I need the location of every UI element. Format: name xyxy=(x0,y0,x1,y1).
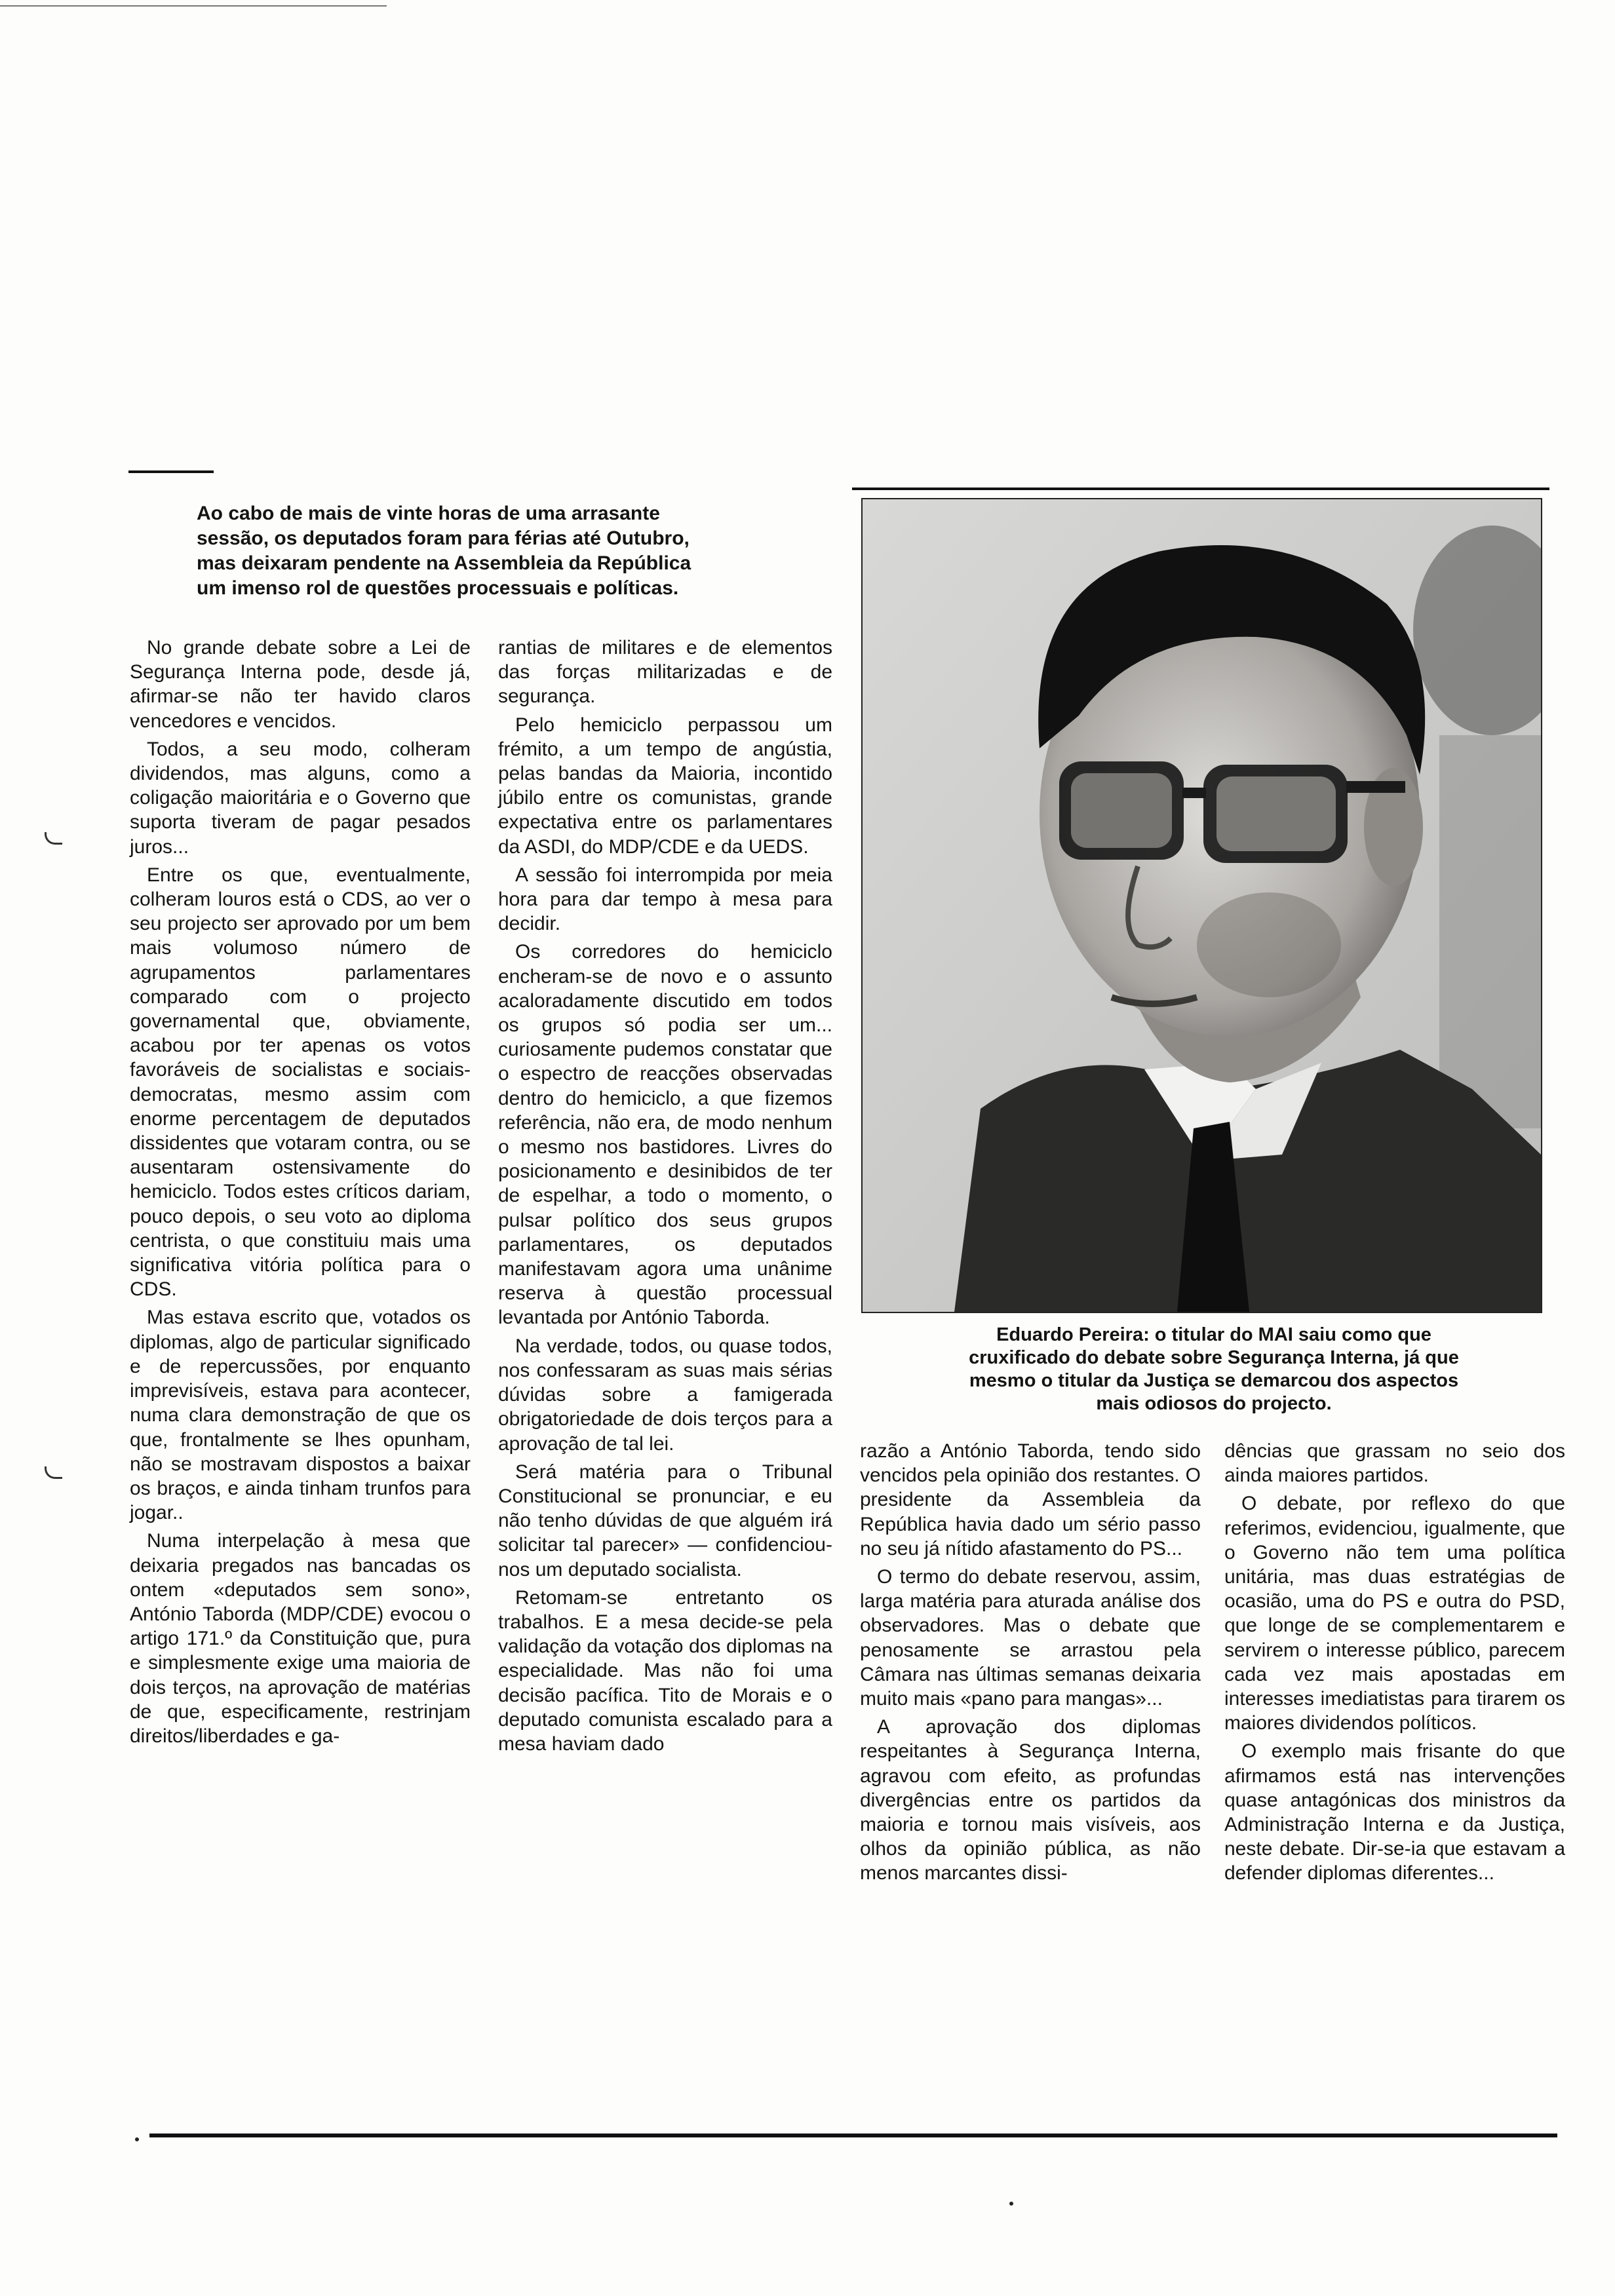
article-column-2 xyxy=(498,636,832,1760)
photo-top-rule xyxy=(852,488,1549,490)
paragraph: rantias de militares e de elementos das forças militarizadas e de segurança. xyxy=(498,637,832,708)
lead-line: um imenso rol de questões processuais e políticas. xyxy=(197,577,679,599)
paragraph: Os corredores do hemiciclo encheram-se de novo e o assunto acaloradamente discutido em todos os grupos só podia ser um... curiosamente pudemos constatar que o espectro de reacções observadas dentro do hemiciclo, a que fizemos referência, não era, de modo nenhum o mesmo nos bastidores. Livres do posicionamento e desinibidos de ter de espelhar, a todo o momento, o pulsar político dos seus grupos parlamentares, os deputados manifestavam agora uma unânime reserva à questão processual levantada por António Taborda. xyxy=(498,941,832,1329)
paragraph: O exemplo mais frisante do que afirmamos está nas intervenções quase antagónicas dos ministros da Administração Interna e da Justiça, neste debate. Dir-se-ia que estavam a defender diplomas diferentes... xyxy=(1224,1740,1565,1885)
lead-top-rule xyxy=(128,470,214,473)
portrait-photo xyxy=(861,498,1542,1313)
paragraph: Mas estava escrito que, votados os diplomas, algo de particular significado e de repercussões, por enquanto imprevisíveis, estava para acontecer, numa clara demonstração de que os que, frontalmente se lhes opunham, não se mostravam dispostos a baixar os braços, e ainda tinham trunfos para jogar.. xyxy=(130,1307,471,1524)
scan-speck xyxy=(135,2137,139,2141)
paragraph: dências que grassam no seio dos ainda maiores partidos. xyxy=(1224,1440,1565,1487)
paragraph: A aprovação dos diplomas respeitantes à Segurança Interna, agravou com efeito, as profundas divergências entre os partidos da maioria e tornou mais visíveis, aos olhos da opinião pública, as não menos marcantes dissi- xyxy=(860,1716,1201,1885)
paragraph: Numa interpelação à mesa que deixaria pregados nas bancadas os ontem «deputados sem sono», António Taborda (MDP/CDE) evocou o artigo 171.º da Constituição que, pura e simplesmente exige uma maioria de dois terços, na aprovação de matérias de que, especificamente, restrinjam direitos/liberdades e ga- xyxy=(130,1530,471,1747)
paragraph: A sessão foi interrompida por meia hora para dar tempo à mesa para decidir. xyxy=(498,864,832,935)
paragraph: Pelo hemiciclo perpassou um frémito, a um tempo de angústia, pelas bandas da Maioria, incontido júbilo entre os comunistas, grande expectativa entre os parlamentares da ASDI, do MDP/CDE e da UEDS. xyxy=(498,714,832,858)
paragraph: Entre os que, eventualmente, colheram louros está o CDS, ao ver o seu projecto ser aprovado por um bem mais volumoso número de agrupamentos parlamentares comparado com o projecto governamental que, obviamente, acabou por ter apenas os votos favoráveis de socialistas e sociais-democratas, mesmo assim com enorme percentagem de deputados dissidentes que votaram contra, ou se ausentaram ostensivamente do hemiciclo. Todos estes críticos dariam, pouco depois, o seu voto ao diploma centrista, o que constituiu mais uma significativa vitória política para o CDS. xyxy=(130,864,471,1301)
lead-line: mas deixaram pendente na Assembleia da República xyxy=(197,552,691,574)
paragraph: Todos, a seu modo, colheram dividendos, mas alguns, como a coligação maioritária e o Governo que suporta tiveram de pagar pesados juros... xyxy=(130,738,471,858)
caption-line: mesmo o titular da Justiça se demarcou dos aspectos xyxy=(969,1370,1459,1391)
lead-line: Ao cabo de mais de vinte horas de uma arrasante xyxy=(197,503,660,524)
caption-line: mais odiosos do projecto. xyxy=(1096,1393,1332,1414)
article-column-4 xyxy=(1224,1439,1565,1890)
lead-line: sessão, os deputados foram para férias até Outubro, xyxy=(197,527,690,549)
paragraph: O termo do debate reservou, assim, larga matéria para aturada análise dos observadores. Mas o debate que penosamente se arrastou pela Câmara nas últimas semanas deixaria muito mais «pano para mangas»... xyxy=(860,1566,1201,1710)
top-edge-rule xyxy=(0,5,387,7)
paragraph: Na verdade, todos, ou quase todos, nos confessaram as suas mais sérias dúvidas sobre a famigerada obrigatoriedade de dois terços para a aprovação de tal lei. xyxy=(498,1335,832,1455)
scan-speck xyxy=(1009,2202,1013,2206)
caption-line: Eduardo Pereira: o titular do MAI saiu como que xyxy=(996,1324,1431,1345)
portrait-illustration xyxy=(863,499,1541,1312)
bottom-rule xyxy=(149,2133,1557,2137)
paragraph: O debate, por reflexo do que referimos, evidenciou, igualmente, que o Governo não tem uma política unitária, mas duas estratégias de ocasião, uma do PS e outra do PSD, que longe de se complementarem e servirem o interesse público, parecem cada vez mais apostadas em interesses imediatistas para tirarem os maiores dividendos políticos. xyxy=(1224,1493,1565,1734)
binding-mark xyxy=(45,1466,62,1479)
photo-caption xyxy=(899,1324,1528,1415)
binding-mark xyxy=(45,832,62,845)
paragraph: Será matéria para o Tribunal Constitucional se pronunciar, e eu não tenho dúvidas de que alguém irá solicitar tal parecer» — confidenciou-nos um deputado socialista. xyxy=(498,1461,832,1580)
paragraph: Retomam-se entretanto os trabalhos. E a mesa decide-se pela validação da votação dos diplomas na especialidade. Mas não foi uma decisão pacífica. Tito de Morais e o deputado comunista escalado para a mesa haviam dado xyxy=(498,1586,832,1755)
paragraph: No grande debate sobre a Lei de Segurança Interna pode, desde já, afirmar-se não ter havido claros vencedores e vencidos. xyxy=(130,637,471,732)
article-column-1 xyxy=(130,636,471,1752)
article-column-3 xyxy=(860,1439,1201,1890)
caption-line: cruxificado do debate sobre Segurança Interna, já que xyxy=(969,1347,1459,1368)
paragraph: razão a António Taborda, tendo sido vencidos pela opinião dos restantes. O presidente da Assembleia da República havia dado um sério passo no seu já nítido afastamento do PS... xyxy=(860,1440,1201,1559)
article-lead xyxy=(197,501,813,601)
